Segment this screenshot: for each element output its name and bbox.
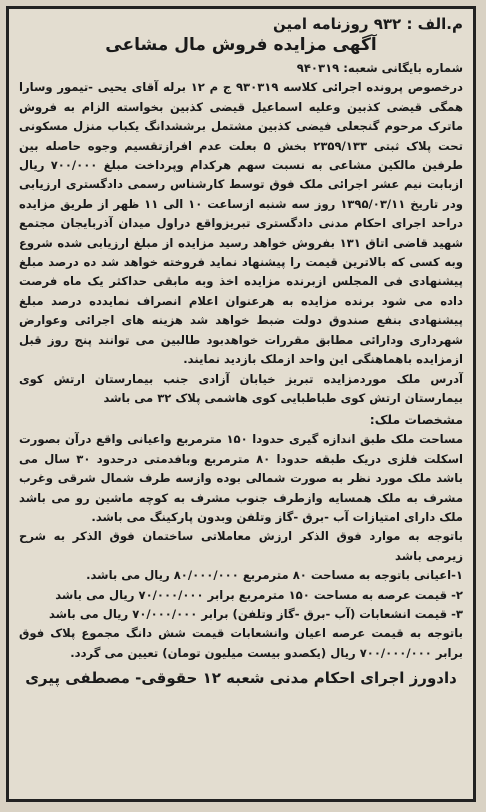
notice-frame: [6, 6, 476, 802]
notice-title: آگهی مزایده فروش مال مشاعی: [105, 35, 377, 55]
address-paragraph: آدرس ملک موردمزایده تبریز خیابان آزادی جنب بیمارستان ارتش کوی بیمارستان ارتش کوی طباطبایی کوی هاشمی پلاک ۳۲ می باشد: [19, 371, 463, 405]
specs-paragraph: مساحت ملک طبق اندازه گیری حدودا ۱۵۰ مترمربع واعیانی واقع درآن بصورت اسکلت فلزی دریک طبقه حدودا ۸۰ مترمربع وبافدمتی درحدود ۳۰ سال می باشد ملک مورد نظر به صورت شمالی بوده وازسه طرف شمال شرقی وغرب مشرف به ملک همسایه وازطرف جنوب مشرف به کوچه ماشین رو می باشد ملک دارای امتیازات آب -برق -گاز وتلفن وبدون پارکینگ می باشد.: [19, 432, 464, 524]
valuation-item: ۳- قیمت انشعابات (آب -برق -گاز وتلفن) برابر ۷۰/۰۰۰/۰۰۰ ریال می باشد: [48, 606, 463, 621]
body-paragraph: درخصوص پرونده اجرائی کلاسه ۹۳۰۳۱۹ ج م ۱۲ برله آقای یحیی -تیمور وسارا همگی قیضی کذبین وعلیه اسماعیل قیضی کذبین بخواسته الزام به فروش ماترک مرحوم گنجعلی فیضی کذبین مشتمل برششدانگ یکباب منزل مسکونی تحت پلاک ثبتی ۲۳۵۹/۱۳۳ بخش ۵ بعلت عدم افرازتقسیم وجوه حاصله بین طرفین مالکین مشاعی به نسبت سهم هرکدام وپرداخت مبلغ ۷۰۰/۰۰۰ ریال ازبابت نیم عشر اجرائی ملک فوق توسط کارشناس رسمی دادگستری ارزیابی ودر تاریخ ۱۳۹۵/۰۳/۱۱ روز سه شنبه ازساعت ۱۰ الی ۱۱ ظهر از طریق مزایده دراحد اجرای احکام مدنی دادگستری تبریزواقع دراول میدان آذربایجان مجتمع شهید قاضی اتاق ۱۳۱ بفروش خواهد رسید مزایده از مبلغ ارزیابی شده شروع وبه کسی که بالاترین قیمت را پیشنهاد نماید فروخته خواهد شد ده درصد مبلغ پیشنهادی فی المجلس ازبرنده مزایده اخذ وبه مابقی حداکثر یک ماه فرصت داده می شود برنده مزایده به هرعنوان اعلام انصراف نمایدده درصد مبلغ پیشنهادی بنفع صندوق دولت ضبط خواهد شد هزینه های اجرائی وعوارض شهرداری ودارائی مطابق مقررات خواهدبود طالبین می توانند پنج روز قبل ازمزایده باهماهنگی این واحد ازملک بازدید نمایند.: [19, 80, 463, 367]
valuation-item: ۲- قیمت عرصه به مساحت ۱۵۰ مترمربع برابر ۷۰/۰۰۰/۰۰۰ ریال می باشد: [55, 587, 463, 602]
valuation-intro: باتوجه به موارد فوق الذکر ارزش معاملاتی ساختمان فوق الذکر به شرح زیرمی باشد: [19, 529, 463, 563]
summary-paragraph: باتوجه به قیمت عرصه اعیان وانشعابات قیمت شش دانگ مجموع پلاک فوق برابر ۷۰۰/۰۰۰/۰۰۰ ریال (یکصدو بیست میلیون تومان) تعیین می گردد.: [19, 626, 463, 660]
archive-number: شماره بایگانی شعبه: ۹۴۰۳۱۹: [296, 61, 463, 75]
newspaper-header: م.الف : ۹۳۲ روزنامه امین: [273, 15, 463, 33]
signature-line: دادورز اجرای احکام مدنی شعبه ۱۲ حقوقی- مصطفی پیری: [25, 669, 457, 688]
valuation-item: ۱-اعیانی باتوجه به مساحت ۸۰ مترمربع ۸۰/۰۰۰/۰۰۰ ریال می باشد.: [86, 568, 463, 583]
specs-title: مشخصات ملک:: [369, 412, 463, 428]
